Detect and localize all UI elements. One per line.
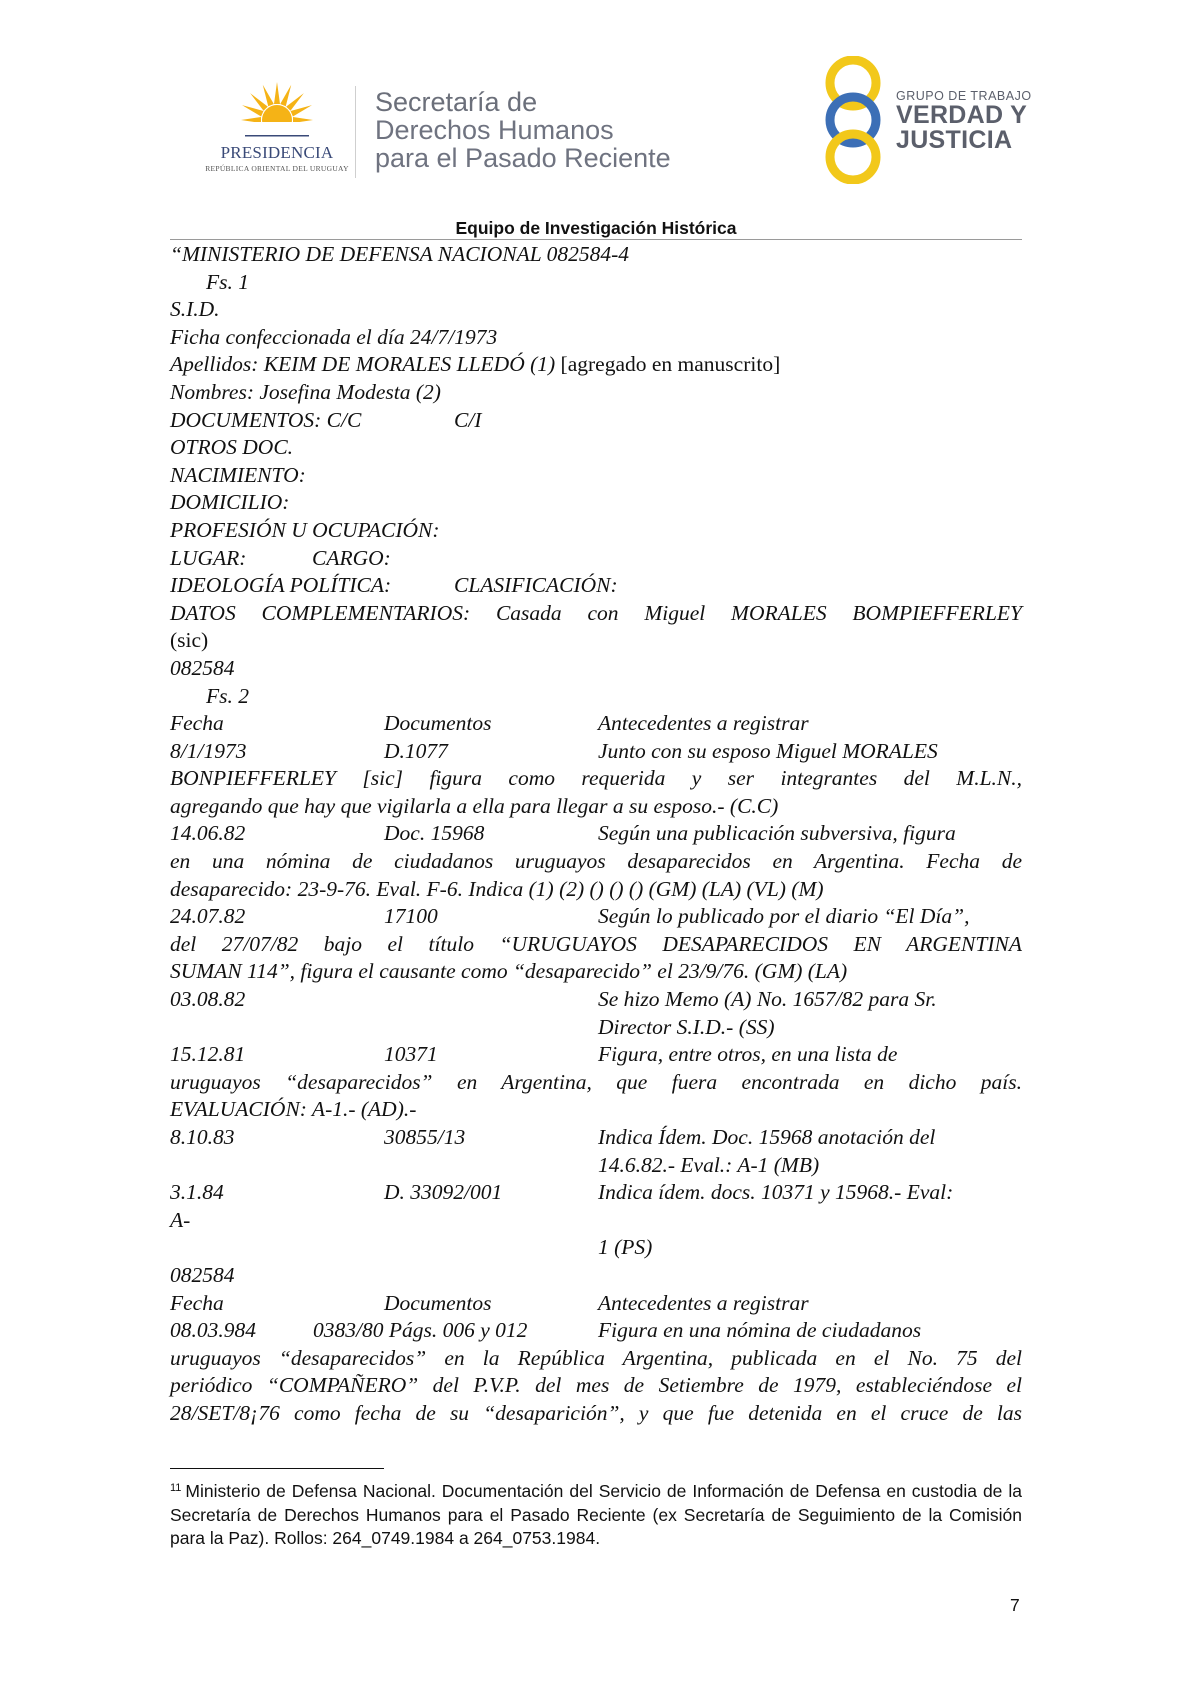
text-line: Fs. 1: [206, 269, 249, 294]
text-line: agregando que hay que vigilarla a ella para llegar a su esposo.- (C.C): [170, 793, 779, 818]
text-line: uruguayos “desaparecidos” en Argentina, que fuera encontrada en dicho país.: [170, 1069, 1022, 1094]
secretaria-line-2: Derechos Humanos: [375, 115, 614, 145]
text-line: PROFESIÓN U OCUPACIÓN:: [170, 517, 440, 542]
col-antecedentes: Antecedentes a registrar: [598, 1290, 809, 1315]
text-line: desaparecido: 23-9-76. Eval. F-6. Indica (1) (2) () () () (GM) (LA) (VL) (M): [170, 876, 824, 901]
text-span: Apellidos: KEIM DE MORALES LLEDÓ (1): [170, 352, 561, 377]
cell-doc: D.1077: [384, 738, 448, 763]
text-line: OTROS DOC.: [170, 435, 294, 460]
text-line: DOMICILIO:: [170, 490, 290, 515]
document-body: [170, 241, 1022, 1428]
secretaria-logo-text: [375, 88, 671, 172]
text-line: 28/SET/8¡76 como fecha de su “desaparición”, y que fue detenida en el cruce de las: [170, 1400, 1022, 1425]
table-row: [170, 1317, 1022, 1345]
text-line: BONPIEFFERLEY [sic] figura como requerida y ser integrantes del M.L.N.,: [170, 766, 1022, 791]
table-row: [170, 903, 1022, 931]
page-number: 7: [1010, 1595, 1020, 1615]
sun-icon: [237, 80, 317, 142]
text-line: [170, 1014, 1022, 1042]
handwritten-note: [agregado en manuscrito]: [560, 352, 781, 377]
text-line: [170, 407, 1022, 435]
gt-line-1: GRUPO DE TRABAJO: [896, 89, 1032, 103]
text-line: uruguayos “desaparecidos” en la República Argentina, publicada en el No. 75 del: [170, 1345, 1022, 1370]
presidencia-name: PRESIDENCIA: [220, 143, 334, 162]
text-line: S.I.D.: [170, 297, 220, 322]
col-fecha: Fecha: [170, 1290, 224, 1315]
cell-doc: 0383/80 Págs. 006 y 012: [313, 1318, 528, 1343]
text-line: 082584: [170, 655, 235, 680]
team-title: Equipo de Investigación Histórica: [455, 218, 737, 238]
text-line: [170, 545, 1022, 573]
text-line: [170, 572, 1022, 600]
cell-doc: 17100: [384, 904, 438, 929]
cell-text: Director S.I.D.- (SS): [598, 1014, 775, 1039]
presidencia-subtitle: REPÚBLICA ORIENTAL DEL URUGUAY: [205, 164, 349, 173]
text-span: CARGO:: [312, 545, 391, 570]
cell-text: 1 (PS): [598, 1235, 653, 1260]
cell-date: 8.10.83: [170, 1125, 235, 1149]
cell-text: 14.6.82.- Eval.: A-1 (MB): [598, 1152, 820, 1177]
text-line: [170, 1234, 1022, 1262]
rings-icon: [820, 56, 890, 184]
cell-text: Figura, entre otros, en una lista de: [598, 1042, 898, 1067]
col-documentos: Documentos: [384, 711, 492, 736]
text-line: DATOS COMPLEMENTARIOS: Casada con Miguel MORALES BOMPIEFFERLEY: [170, 600, 1022, 625]
table-header-row: [170, 710, 1022, 738]
cell-doc: Doc. 15968: [384, 821, 485, 846]
cell-text: Según lo publicado por el diario “El Día”,: [598, 904, 970, 929]
text-line: SUMAN 114”, figura el causante como “desaparecido” el 23/9/76. (GM) (LA): [170, 959, 848, 984]
text-line: 082584: [170, 1262, 235, 1287]
text-span: CLASIFICACIÓN:: [454, 573, 618, 598]
cell-date: 03.08.82: [170, 987, 246, 1012]
cell-date: 3.1.84: [170, 1180, 224, 1205]
cell-date: 14.06.82: [170, 821, 246, 846]
cell-text: Figura en una nómina de ciudadanos: [598, 1318, 922, 1343]
cell-doc: 30855/13: [384, 1125, 466, 1149]
text-line: [170, 351, 1022, 379]
text-line: Fs. 2: [206, 683, 249, 708]
text-line: del 27/07/82 bajo el título “URUGUAYOS DESAPARECIDOS EN ARGENTINA: [170, 931, 1022, 956]
text-span: C/I: [454, 407, 482, 432]
text-line: Nombres: Josefina Modesta (2): [170, 379, 441, 404]
col-documentos: Documentos: [384, 1290, 492, 1315]
cell-text: Junto con su esposo Miguel MORALES: [598, 738, 938, 763]
table-row: [170, 986, 1022, 1014]
table-row: [170, 738, 1022, 766]
text-span: DOCUMENTOS: C/C: [170, 407, 362, 432]
text-line: (sic): [170, 628, 209, 653]
cell-text: Indica ídem. docs. 10371 y 15968.- Eval:: [598, 1180, 954, 1205]
secretaria-line-1: Secretaría de: [375, 87, 538, 117]
cell-date: 08.03.984: [170, 1318, 256, 1343]
cell-date: 24.07.82: [170, 904, 246, 929]
footnote: [170, 1477, 1022, 1551]
col-antecedentes: Antecedentes a registrar: [598, 711, 809, 736]
footnote-text: Ministerio de Defensa Nacional. Documentación del Servicio de Información de Defensa en custodia de la Secretaría de Derechos Humanos para el Pasado Reciente (ex Secretaría de Seguimiento de la Comisión para la Paz). Rollos: 264_0749.1984 a 264_0753.1984.: [170, 1481, 1022, 1548]
table-row: [170, 1124, 1022, 1152]
col-fecha: Fecha: [170, 711, 224, 736]
text-line: “MINISTERIO DE DEFENSA NACIONAL 082584-4: [170, 242, 630, 266]
cell-doc: D. 33092/001: [384, 1180, 503, 1205]
presidencia-logo: [192, 80, 362, 180]
table-header-row: [170, 1290, 1022, 1318]
text-span: LUGAR:: [170, 545, 247, 570]
text-line: NACIMIENTO:: [170, 462, 306, 487]
cell-text: Indica Ídem. Doc. 15968 anotación del: [598, 1125, 936, 1149]
cell-date: 8/1/1973: [170, 738, 247, 763]
table-row: [170, 820, 1022, 848]
verdad-justicia-logo: [820, 56, 1050, 186]
text-line: A-: [170, 1207, 191, 1232]
cell-text: Se hizo Memo (A) No. 1657/82 para Sr.: [598, 987, 937, 1012]
gt-line-3: JUSTICIA: [896, 126, 1013, 154]
text-line: periódico “COMPAÑERO” del P.V.P. del mes de Setiembre de 1979, estableciéndose el: [170, 1373, 1022, 1398]
cell-text: Según una publicación subversiva, figura: [598, 821, 956, 846]
table-row: [170, 1179, 1022, 1207]
secretaria-line-3: para el Pasado Reciente: [375, 143, 671, 173]
text-line: en una nómina de ciudadanos uruguayos desaparecidos en Argentina. Fecha de: [170, 849, 1022, 874]
gt-line-2: VERDAD Y: [896, 101, 1028, 129]
text-line: [170, 1152, 1022, 1180]
cell-doc: 10371: [384, 1042, 438, 1067]
footnote-number: 11: [170, 1482, 182, 1494]
text-line: Ficha confeccionada el día 24/7/1973: [170, 324, 498, 349]
table-row: [170, 1041, 1022, 1069]
text-line: EVALUACIÓN: A-1.- (AD).-: [170, 1097, 417, 1122]
logo-divider: [355, 86, 356, 178]
cell-date: 15.12.81: [170, 1042, 246, 1067]
header-rule: [170, 239, 1022, 240]
footnote-rule: [170, 1468, 384, 1469]
text-span: IDEOLOGÍA POLÍTICA:: [170, 573, 392, 598]
verdad-justicia-text: [896, 89, 1032, 153]
